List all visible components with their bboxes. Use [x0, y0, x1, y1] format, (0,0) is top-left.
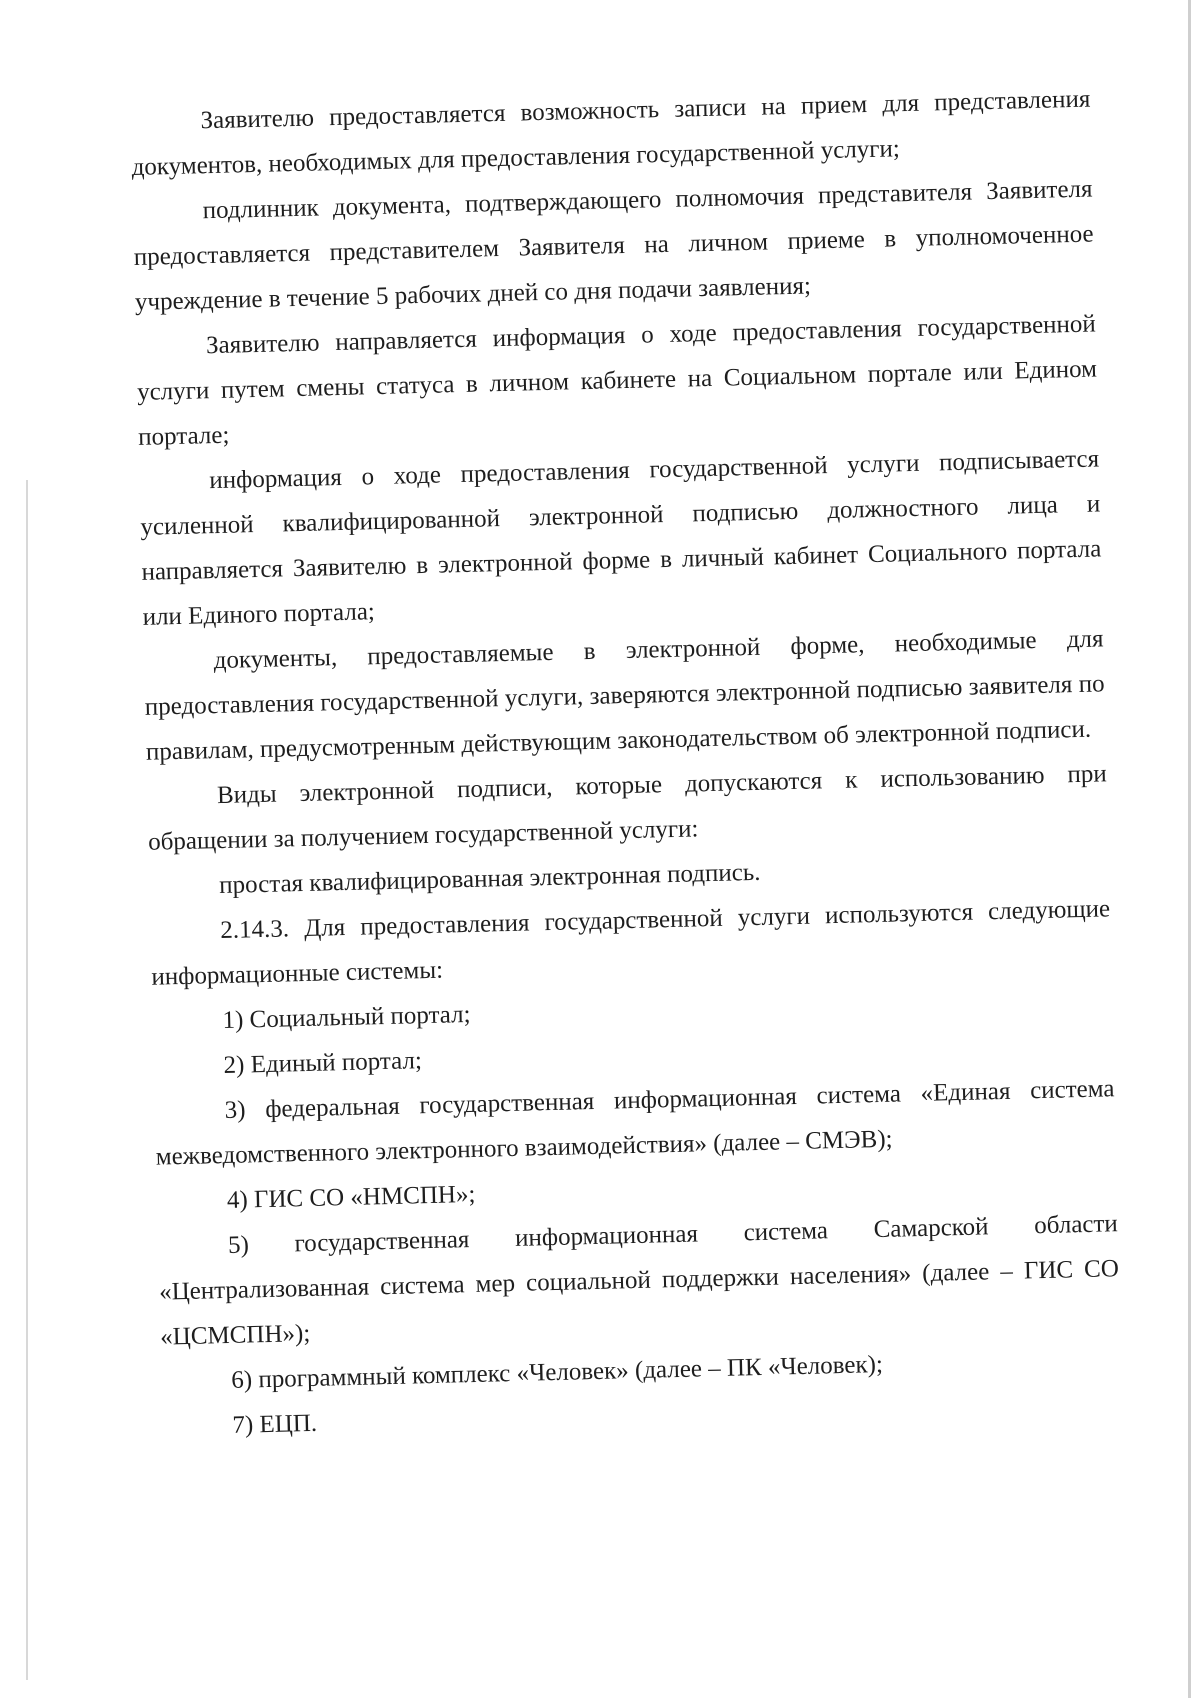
scan-edge-left	[26, 480, 28, 1680]
list-item: 2) Единый портал;	[223, 1047, 423, 1079]
list-item: 7) ЕЦП.	[232, 1409, 318, 1439]
scan-edge-right	[1188, 0, 1191, 1698]
paragraph-status-signature: информация о ходе предоставления государственной услуги подписывается усиленной квалифицированной электронной подписью должностного лица и направляется Заявителю в электронной форме в личный кабинет Социального портала или Единого портала;	[140, 445, 1102, 631]
paragraph-simple-signature: простая квалифицированная электронная подпись.	[218, 858, 761, 900]
information-systems-list	[152, 976, 1123, 1449]
list-item: 6) программный комплекс «Человек» (далее – ПК «Человек);	[230, 1350, 884, 1394]
paragraph-status-notification: Заявителю направляется информация о ходе предоставления государственной услуги путем смены статуса в личном кабинете на Социальном портале или Едином портале;	[136, 310, 1098, 451]
paragraph-section-2-14-3: 2.14.3. Для предоставления государственной услуги используются следующие информационные системы:	[151, 895, 1111, 991]
list-item: 4) ГИС СО «НМСПН»;	[226, 1180, 476, 1214]
paragraph-documents-signature: документы, предоставляемые в электронной форме, необходимые для предоставления государственной услуги, заверяются электронной подписью заявителя по правилам, предусмотренным действующим законодательством об электронной подписи.	[144, 625, 1105, 766]
paragraph-signature-types: Виды электронной подписи, которые допускаются к использованию при обращении за получением государственной услуги:	[147, 760, 1108, 856]
paragraph-appointment: Заявителю предоставляется возможность записи на прием для представления документов, необходимых для предоставления государственной услуги;	[131, 85, 1091, 181]
list-item: 3) федеральная государственная информационная система «Единая система межведомственного электронного взаимодействия» (далее – СМЭВ);	[155, 1075, 1115, 1171]
list-item: 5) государственная информационная система Самарской области «Централизованная система мер социальной поддержки населения» (далее – ГИС СО «ЦСМСПН»);	[158, 1210, 1120, 1351]
list-item: 1) Социальный портал;	[222, 1000, 471, 1035]
paragraph-representative-original: подлинник документа, подтверждающего полномочия представителя Заявителя предоставляется представителем Заявителя на личном приеме в уполномоченное учреждение в течение 5 рабочих дней со дня подачи заявления;	[133, 175, 1094, 316]
document-body	[130, 77, 1123, 1450]
